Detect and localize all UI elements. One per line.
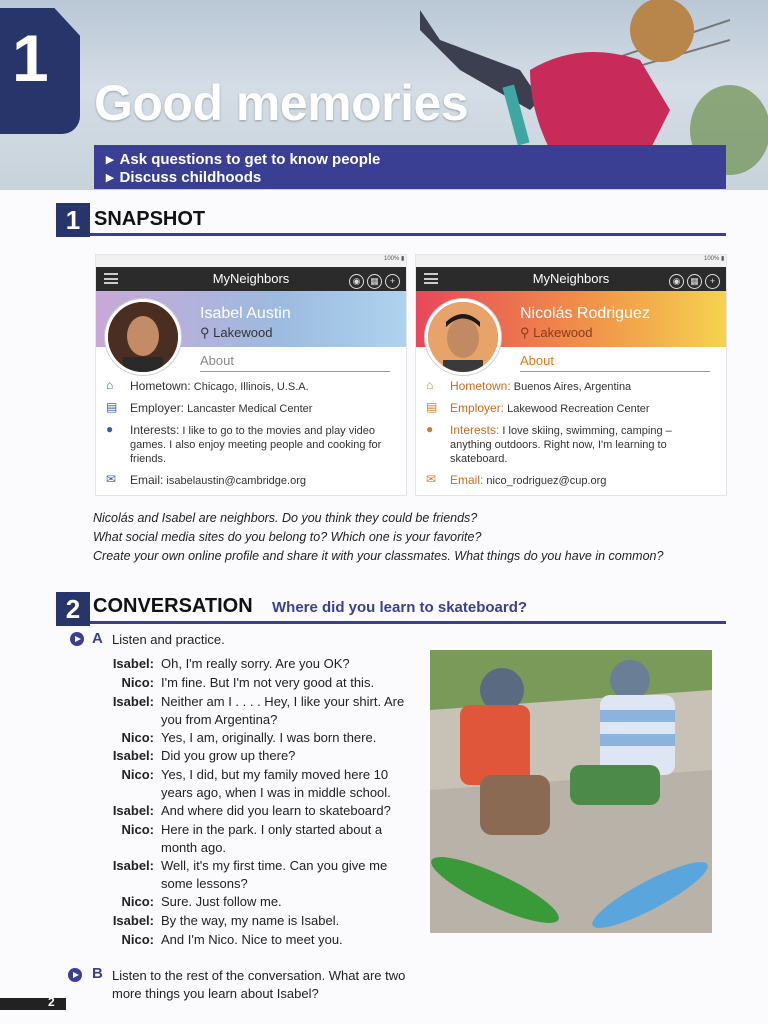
app-name: MyNeighbors bbox=[212, 271, 290, 286]
email-row: ✉ Email: nico_rodriguez@cup.org bbox=[426, 472, 607, 487]
profile-location: ⚲ Lakewood bbox=[200, 325, 273, 340]
speaker-name: Isabel: bbox=[112, 803, 154, 818]
email-row: ✉ Email: isabelaustin@cambridge.org bbox=[106, 472, 306, 487]
utterance: Well, it's my first time. Can you give me some lessons? bbox=[161, 858, 388, 891]
objective-item: ▸ Ask questions to get to know people bbox=[106, 150, 380, 168]
exercise-instruction: Listen and practice. bbox=[112, 632, 225, 647]
utterance: Yes, I did, but my family moved here 10 years ago, when I was in middle school. bbox=[161, 767, 391, 800]
utterance: Yes, I am, originally. I was born there. bbox=[161, 730, 377, 745]
section-subtitle: Where did you learn to skateboard? bbox=[272, 599, 528, 616]
discussion-question: What social media sites do you belong to? Which one is your favorite? bbox=[93, 530, 482, 544]
dialogue-line bbox=[100, 893, 410, 911]
envelope-icon: ✉ bbox=[426, 472, 437, 486]
dialogue-line bbox=[100, 821, 410, 857]
app-bar bbox=[416, 267, 726, 291]
section-divider bbox=[90, 233, 726, 236]
dialogue-line bbox=[100, 729, 410, 747]
phone-status-bar: 100% ▮ bbox=[416, 255, 726, 267]
employer-row: ▤ Employer: Lakewood Recreation Center bbox=[426, 400, 650, 415]
dialogue-line bbox=[100, 857, 410, 893]
camera-icon[interactable]: ◉ bbox=[349, 274, 364, 289]
hometown-row: ⌂ Hometown: Buenos Aires, Argentina bbox=[426, 378, 632, 393]
hometown-row: ⌂ Hometown: Chicago, Illinois, U.S.A. bbox=[106, 378, 309, 393]
section-title: CONVERSATION bbox=[93, 595, 253, 617]
gamepad-icon: ● bbox=[426, 422, 434, 436]
audio-play-icon[interactable] bbox=[68, 968, 82, 982]
dialogue-line bbox=[100, 693, 410, 729]
profile-card-nicolas bbox=[415, 254, 727, 496]
add-icon[interactable]: + bbox=[705, 274, 720, 289]
gamepad-icon: ● bbox=[106, 422, 114, 436]
utterance: Sure. Just follow me. bbox=[161, 894, 282, 909]
unit-title: Good memories bbox=[94, 75, 469, 131]
dialogue-line bbox=[100, 747, 410, 765]
utterance: And where did you learn to skateboard? bbox=[161, 803, 391, 818]
discussion-question: Create your own online profile and share it with your classmates. What things do you have in common? bbox=[93, 549, 664, 563]
speaker-name: Isabel: bbox=[112, 748, 154, 763]
section-number: 2 bbox=[56, 592, 90, 626]
speaker-name: Isabel: bbox=[112, 656, 154, 671]
battery-label: 100% bbox=[704, 256, 720, 262]
exercise-letter: B bbox=[92, 965, 103, 982]
utterance: By the way, my name is Isabel. bbox=[161, 913, 340, 928]
interests-row: ● Interests: I like to go to the movies and play video games. I also enjoy meeting people and cooking for friends. bbox=[106, 422, 382, 465]
location-pin-icon: ⚲ bbox=[520, 325, 530, 340]
home-icon: ⌂ bbox=[426, 378, 434, 392]
unit-number: 1 bbox=[12, 21, 49, 95]
utterance: I'm fine. But I'm not very good at this. bbox=[161, 675, 375, 690]
about-heading: About bbox=[520, 353, 710, 372]
dialogue-line bbox=[100, 674, 410, 692]
profile-location: ⚲ Lakewood bbox=[520, 325, 593, 340]
utterance: Oh, I'm really sorry. Are you OK? bbox=[161, 656, 350, 671]
speaker-name: Isabel: bbox=[112, 858, 154, 873]
avatar bbox=[425, 299, 501, 375]
app-bar bbox=[96, 267, 406, 291]
employer-row: ▤ Employer: Lancaster Medical Center bbox=[106, 400, 313, 415]
about-heading: About bbox=[200, 353, 390, 372]
dialogue-line bbox=[100, 912, 410, 930]
briefcase-icon: ▤ bbox=[426, 400, 438, 414]
audio-play-icon[interactable] bbox=[70, 632, 84, 646]
app-name: MyNeighbors bbox=[532, 271, 610, 286]
phone-status-bar: 100% ▮ bbox=[96, 255, 406, 267]
utterance: And I'm Nico. Nice to meet you. bbox=[161, 932, 343, 947]
utterance: Neither am I . . . . Hey, I like your shirt. Are you from Argentina? bbox=[161, 694, 405, 727]
home-icon: ⌂ bbox=[106, 378, 114, 392]
skateboarders-illustration bbox=[430, 650, 712, 933]
avatar bbox=[105, 299, 181, 375]
speaker-name: Nico: bbox=[121, 767, 154, 782]
section-divider bbox=[90, 621, 726, 624]
section-title: SNAPSHOT bbox=[94, 208, 206, 230]
speaker-name: Isabel: bbox=[112, 913, 154, 928]
battery-label: 100% bbox=[384, 256, 400, 262]
utterance: Did you grow up there? bbox=[161, 748, 296, 763]
profile-card-isabel bbox=[95, 254, 407, 496]
location-pin-icon: ⚲ bbox=[200, 325, 210, 340]
profile-name: Nicolás Rodriguez bbox=[520, 305, 650, 322]
add-icon[interactable]: + bbox=[385, 274, 400, 289]
profile-name: Isabel Austin bbox=[200, 305, 291, 322]
dialogue-line bbox=[100, 655, 410, 673]
camera-icon[interactable]: ◉ bbox=[669, 274, 684, 289]
calendar-icon[interactable]: ▦ bbox=[687, 274, 702, 289]
exercise-instruction: Listen to the rest of the conversation. What are two more things you learn about Isabel? bbox=[112, 968, 406, 1001]
dialogue-line bbox=[100, 931, 410, 949]
speaker-name: Nico: bbox=[121, 932, 154, 947]
calendar-icon[interactable]: ▦ bbox=[367, 274, 382, 289]
exercise-letter: A bbox=[92, 630, 103, 647]
speaker-name: Nico: bbox=[121, 894, 154, 909]
interests-row: ● Interests: I love skiing, swimming, camping – anything outdoors. Right now, I'm learning to skateboard. bbox=[426, 422, 672, 465]
dialogue-line bbox=[100, 802, 410, 820]
speaker-name: Nico: bbox=[121, 730, 154, 745]
speaker-name: Isabel: bbox=[112, 694, 154, 709]
discussion-question: Nicolás and Isabel are neighbors. Do you think they could be friends? bbox=[93, 511, 478, 525]
briefcase-icon: ▤ bbox=[106, 400, 118, 414]
utterance: Here in the park. I only started about a month ago. bbox=[161, 822, 383, 855]
dialogue-line bbox=[100, 766, 410, 802]
page-number: 2 bbox=[48, 995, 55, 1009]
objectives-box bbox=[94, 145, 726, 189]
speaker-name: Nico: bbox=[121, 822, 154, 837]
footer-bar bbox=[0, 998, 66, 1010]
envelope-icon: ✉ bbox=[106, 472, 117, 486]
objective-item: ▸ Discuss childhoods bbox=[106, 168, 261, 186]
section-number: 1 bbox=[56, 203, 90, 237]
speaker-name: Nico: bbox=[121, 675, 154, 690]
